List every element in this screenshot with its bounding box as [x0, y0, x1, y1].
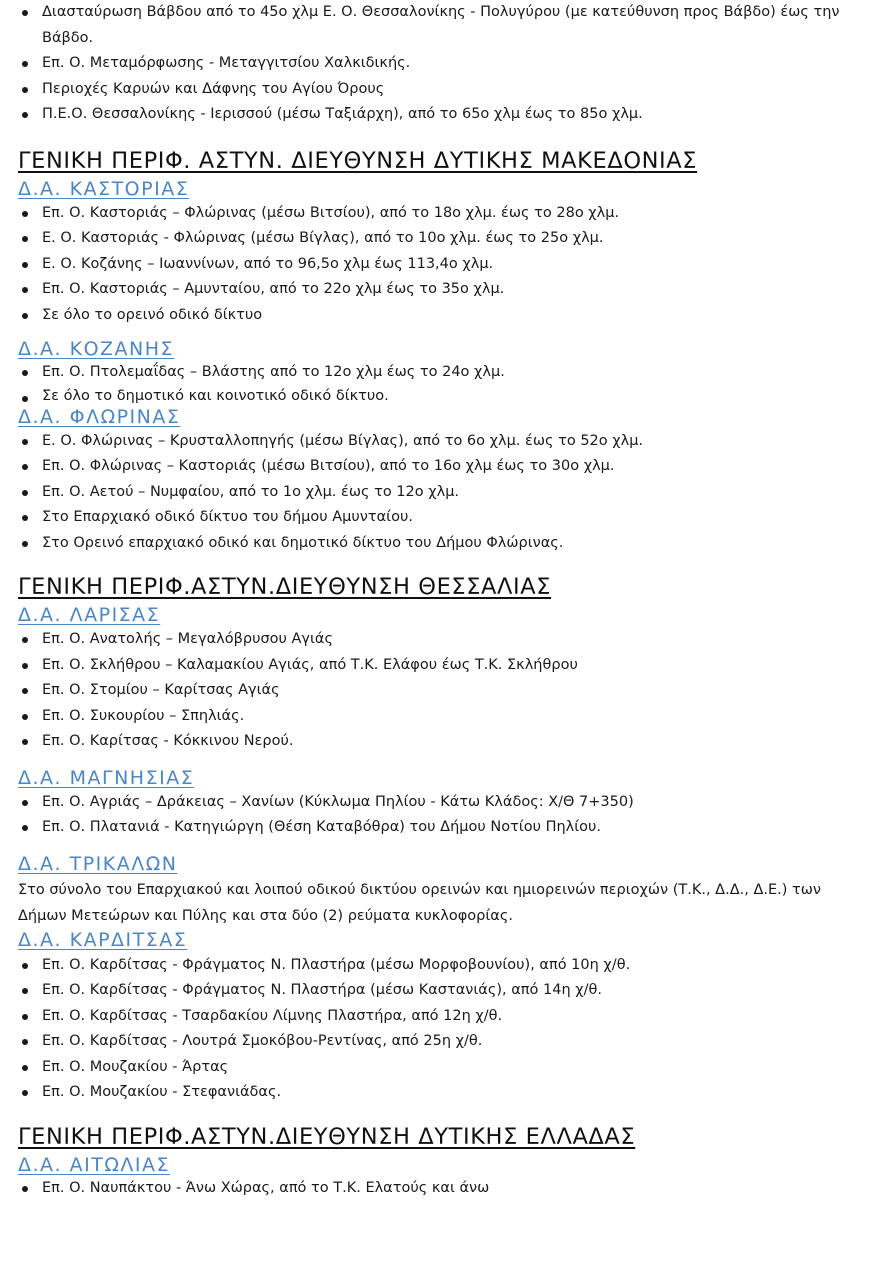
section-heading-kastorias: Δ.Α. ΚΑΣΤΟΡΙΑΣ — [18, 177, 190, 200]
list-item: Στο Ορεινό επαρχιακό οδικό και δημοτικό δίκτυο του Δήμου Φλώρινας. — [0, 531, 880, 557]
list-item: Ε. Ο. Καστοριάς - Φλώρινας (μέσω Βίγλας), από το 10ο χλμ. έως το 25ο χλμ. — [0, 226, 880, 252]
list-item: Επ. Ο. Πτολεμαΐδας – Βλάστης από το 12ο χλμ έως το 24ο χλμ. — [0, 360, 880, 386]
list-item: Επ. Ο. Καρδίτσας - Τσαρδακίου Λίμνης Πλαστήρα, από 12η χ/θ. — [0, 1004, 880, 1030]
list-item: Επ. Ο. Καρίτσας - Κόκκινου Νερού. — [0, 729, 880, 755]
section-heading-florinas: Δ.Α. ΦΛΩΡΙΝΑΣ — [18, 405, 181, 428]
list-item: Επ. Ο. Καρδίτσας - Φράγματος Ν. Πλαστήρα (μέσω Καστανιάς), από 14η χ/θ. — [0, 978, 880, 1004]
region-title-thessalias: ΓΕΝΙΚΗ ΠΕΡΙΦ.ΑΣΤΥΝ.ΔΙΕΥΘΥΝΣΗ ΘΕΣΣΑΛΙΑΣ — [18, 574, 552, 600]
list-item: Επ. Ο. Μεταμόρφωσης - Μεταγγιτσίου Χαλκιδικής. — [0, 51, 880, 77]
list-item: Επ. Ο. Στομίου – Καρίτσας Αγιάς — [0, 678, 880, 704]
list-aitolias — [0, 1176, 880, 1202]
list-item: Επ. Ο. Αγριάς – Δράκειας – Χανίων (Κύκλωμα Πηλίου - Κάτω Κλάδος: Χ/Θ 7+350) — [0, 790, 880, 816]
list-item: Επ. Ο. Πλατανιά - Κατηγιώργη (Θέση Καταβόθρα) του Δήμου Νοτίου Πηλίου. — [0, 815, 880, 841]
intro-list — [0, 0, 880, 128]
list-florinas — [0, 429, 880, 557]
list-larisas — [0, 627, 880, 755]
section-heading-kozanis: Δ.Α. ΚΟΖΑΝΗΣ — [18, 338, 175, 360]
list-item: Επ. Ο. Φλώρινας – Καστοριάς (μέσω Βιτσίου), από το 16ο χλμ έως το 30ο χλμ. — [0, 454, 880, 480]
paragraph-trikalon: Στο σύνολο του Επαρχιακού και λοιπού οδικού δικτύου ορεινών και ημιορεινών περιοχών (Τ.Κ., Δ.Δ., Δ.Ε.) των Δήμων Μετεώρων και Πύλης και στα δύο (2) ρεύματα κυκλοφορίας. — [18, 881, 821, 924]
list-item: Επ. Ο. Αετού – Νυμφαίου, από το 1ο χλμ. έως το 12ο χλμ. — [0, 480, 880, 506]
list-item: Σε όλο το δημοτικό και κοινοτικό οδικό δίκτυο. — [0, 386, 880, 406]
region-title-dytikis-elladas: ΓΕΝΙΚΗ ΠΕΡΙΦ.ΑΣΤΥΝ.ΔΙΕΥΘΥΝΣΗ ΔΥΤΙΚΗΣ ΕΛΛΑΔΑΣ — [18, 1123, 636, 1150]
list-item: Στο Επαρχιακό οδικό δίκτυο του δήμου Αμυνταίου. — [0, 505, 880, 531]
list-item: Επ. Ο. Ναυπάκτου - Άνω Χώρας, από το Τ.Κ. Ελατούς και άνω — [0, 1176, 880, 1202]
list-item: Ε. Ο. Κοζάνης – Ιωαννίνων, από το 96,5ο χλμ έως 113,4ο χλμ. — [0, 252, 880, 278]
list-item: Επ. Ο. Μουζακίου - Στεφανιάδας. — [0, 1080, 880, 1106]
section-heading-trikalon: Δ.Α. ΤΡΙΚΑΛΩΝ — [18, 852, 178, 875]
list-item: Επ. Ο. Σκλήθρου – Καλαμακίου Αγιάς, από Τ.Κ. Ελάφου έως Τ.Κ. Σκλήθρου — [0, 653, 880, 679]
list-item: Ε. Ο. Φλώρινας – Κρυσταλλοπηγής (μέσω Βίγλας), από το 6ο χλμ. έως το 52ο χλμ. — [0, 429, 880, 455]
section-heading-magnisias: Δ.Α. ΜΑΓΝΗΣΙΑΣ — [18, 766, 195, 789]
list-item: Επ. Ο. Συκουρίου – Σπηλιάς. — [0, 704, 880, 730]
list-kastorias — [0, 201, 880, 329]
region-title-dytikis-makedonias: ΓΕΝΙΚΗ ΠΕΡΙΦ. ΑΣΤΥΝ. ΔΙΕΥΘΥΝΣΗ ΔΥΤΙΚΗΣ ΜΑΚΕΔΟΝΙΑΣ — [18, 147, 698, 174]
section-heading-karditsas: Δ.Α. ΚΑΡΔΙΤΣΑΣ — [18, 928, 188, 951]
list-magnisias — [0, 790, 880, 841]
section-heading-larisas: Δ.Α. ΛΑΡΙΣΑΣ — [18, 604, 161, 626]
list-item: Περιοχές Καρυών και Δάφνης του Αγίου Όρους — [0, 77, 880, 103]
list-item: Επ. Ο. Καστοριάς – Αμυνταίου, από το 22ο χλμ έως το 35ο χλμ. — [0, 277, 880, 303]
list-item: Σε όλο το ορεινό οδικό δίκτυο — [0, 303, 880, 329]
list-kozanis — [0, 360, 880, 406]
list-item: Π.Ε.Ο. Θεσσαλονίκης - Ιερισσού (μέσω Ταξιάρχη), από το 65ο χλμ έως το 85ο χλμ. — [0, 102, 880, 128]
list-item: Επ. Ο. Καρδίτσας - Λουτρά Σμοκόβου-Ρεντίνας, από 25η χ/θ. — [0, 1029, 880, 1055]
list-item: Επ. Ο. Μουζακίου - Άρτας — [0, 1055, 880, 1081]
list-karditsas — [0, 953, 880, 1106]
list-item: Επ. Ο. Ανατολής – Μεγαλόβρυσου Αγιάς — [0, 627, 880, 653]
section-heading-aitolias: Δ.Α. ΑΙΤΩΛΙΑΣ — [18, 1153, 170, 1176]
list-item: Επ. Ο. Καρδίτσας - Φράγματος Ν. Πλαστήρα (μέσω Μορφοβουνίου), από 10η χ/θ. — [0, 953, 880, 979]
list-item: Επ. Ο. Καστοριάς – Φλώρινας (μέσω Βιτσίου), από το 18ο χλμ. έως το 28ο χλμ. — [0, 201, 880, 227]
list-item: Διασταύρωση Βάβδου από το 45ο χλμ Ε. Ο. Θεσσαλονίκης - Πολυγύρου (με κατεύθυνση προς Βάβδο) έως την Βάβδο. — [0, 0, 880, 51]
